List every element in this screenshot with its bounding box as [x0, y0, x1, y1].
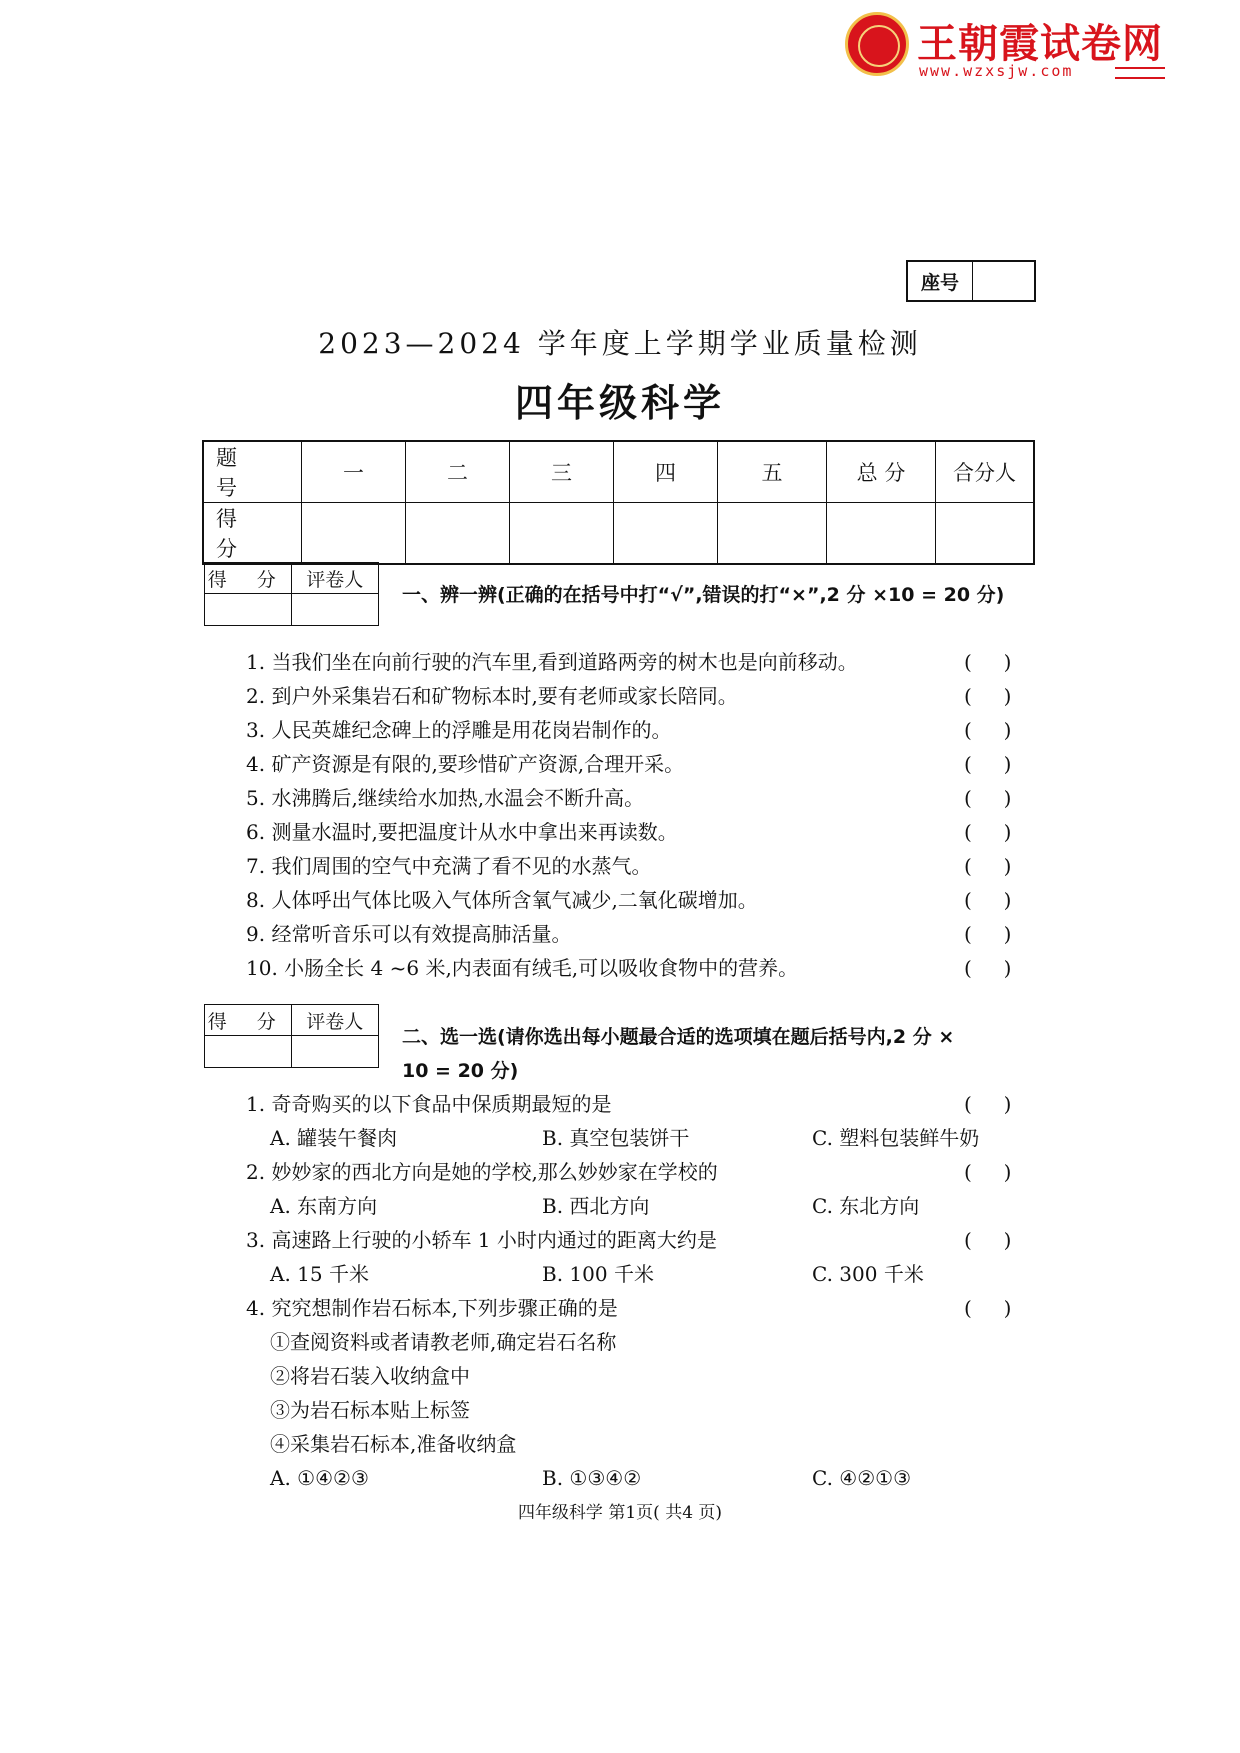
row-label: 题 号	[203, 441, 302, 503]
score-cell[interactable]	[302, 503, 406, 565]
page-footer: 四年级科学 第1页( 共4 页)	[517, 1503, 723, 1523]
option-a: A. 15 千米	[270, 1262, 369, 1286]
row-label: 得 分	[203, 503, 302, 565]
option-a: A. ①④②③	[270, 1466, 369, 1490]
col-header: 一	[302, 441, 406, 503]
score-cell[interactable]	[510, 503, 614, 565]
col-header: 总 分	[827, 441, 936, 503]
answer-parentheses[interactable]: ( )	[964, 786, 1012, 810]
option-b: B. 真空包装饼干	[542, 1126, 690, 1150]
grader-name-cell[interactable]	[292, 594, 379, 625]
grader-name-cell[interactable]	[292, 1036, 379, 1067]
grader-score-label: 得 分	[205, 1005, 292, 1036]
step-item: ③为岩石标本贴上标签	[270, 1398, 470, 1422]
answer-parentheses[interactable]: ( )	[964, 1092, 1012, 1116]
exam-title: 2023—2024 学年度上学期学业质量检测	[318, 327, 922, 360]
tf-question: 8. 人体呼出气体比吸入气体所含氧气减少,二氧化碳增加。	[246, 888, 758, 912]
grader-box-section1	[204, 562, 379, 626]
seat-label: 座号	[908, 262, 973, 300]
seat-value-field[interactable]	[973, 262, 1034, 300]
option-c: C. 塑料包装鲜牛奶	[812, 1126, 980, 1150]
mc-question: 4. 究究想制作岩石标本,下列步骤正确的是	[246, 1296, 618, 1320]
score-cell[interactable]	[718, 503, 827, 565]
grader-label: 评卷人	[292, 563, 379, 594]
tf-question: 7. 我们周围的空气中充满了看不见的水蒸气。	[246, 854, 652, 878]
section1-title: 一、辨一辨(正确的在括号中打“√”,错误的打“×”,2 分 ×10 = 20 分)	[402, 584, 1005, 606]
option-b: B. 100 千米	[542, 1262, 654, 1286]
mc-question: 1. 奇奇购买的以下食品中保质期最短的是	[246, 1092, 612, 1116]
score-cell[interactable]	[406, 503, 510, 565]
section2-title	[402, 1020, 1042, 1088]
section2-title-line1: 二、选一选(请你选出每小题最合适的选项填在题后括号内,2 分 ×	[402, 1026, 955, 1048]
tf-question: 4. 矿产资源是有限的,要珍惜矿产资源,合理开采。	[246, 752, 685, 776]
option-c: C. ④②①③	[812, 1466, 912, 1490]
step-item: ②将岩石装入收纳盒中	[270, 1364, 470, 1388]
answer-parentheses[interactable]: ( )	[964, 922, 1012, 946]
grader-score-cell[interactable]	[205, 594, 292, 625]
grader-score-label: 得 分	[205, 563, 292, 594]
answer-parentheses[interactable]: ( )	[964, 718, 1012, 742]
col-header: 四	[614, 441, 718, 503]
answer-parentheses[interactable]: ( )	[964, 650, 1012, 674]
col-header: 二	[406, 441, 510, 503]
tf-question: 5. 水沸腾后,继续给水加热,水温会不断升高。	[246, 786, 645, 810]
col-header: 五	[718, 441, 827, 503]
answer-parentheses[interactable]: ( )	[964, 820, 1012, 844]
seal-icon	[845, 12, 909, 76]
score-cell[interactable]	[614, 503, 718, 565]
option-c: C. 300 千米	[812, 1262, 924, 1286]
decor-lines	[1115, 67, 1165, 79]
answer-parentheses[interactable]: ( )	[964, 854, 1012, 878]
step-item: ①查阅资料或者请教老师,确定岩石名称	[270, 1330, 617, 1354]
answer-parentheses[interactable]: ( )	[964, 956, 1012, 980]
grader-label: 评卷人	[292, 1005, 379, 1036]
mc-question: 3. 高速路上行驶的小轿车 1 小时内通过的距离大约是	[246, 1228, 717, 1252]
mc-question: 2. 妙妙家的西北方向是她的学校,那么妙妙家在学校的	[246, 1160, 718, 1184]
logo-name: 王朝霞试卷网	[917, 21, 1163, 67]
tf-question: 3. 人民英雄纪念碑上的浮雕是用花岗岩制作的。	[246, 718, 672, 742]
tf-question: 2. 到户外采集岩石和矿物标本时,要有老师或家长陪同。	[246, 684, 738, 708]
score-cell[interactable]	[936, 503, 1035, 565]
seat-number-box	[906, 260, 1036, 302]
answer-parentheses[interactable]: ( )	[964, 1228, 1012, 1252]
tf-question: 10. 小肠全长 4 ~6 米,内表面有绒毛,可以吸收食物中的营养。	[246, 956, 799, 980]
score-table-score-row	[203, 503, 1034, 565]
grader-box-section2	[204, 1004, 379, 1068]
subject-title: 四年级科学	[514, 381, 725, 425]
grader-score-cell[interactable]	[205, 1036, 292, 1067]
score-cell[interactable]	[827, 503, 936, 565]
option-b: B. ①③④②	[542, 1466, 642, 1490]
answer-parentheses[interactable]: ( )	[964, 752, 1012, 776]
site-logo	[845, 10, 1175, 80]
logo-url: www.wzxsjw.com	[919, 62, 1074, 80]
col-header: 三	[510, 441, 614, 503]
option-b: B. 西北方向	[542, 1194, 650, 1218]
col-header: 合分人	[936, 441, 1035, 503]
score-table	[202, 440, 1035, 565]
answer-parentheses[interactable]: ( )	[964, 684, 1012, 708]
answer-parentheses[interactable]: ( )	[964, 1160, 1012, 1184]
tf-question: 9. 经常听音乐可以有效提高肺活量。	[246, 922, 572, 946]
tf-question: 6. 测量水温时,要把温度计从水中拿出来再读数。	[246, 820, 678, 844]
score-table-header-row	[203, 441, 1034, 503]
section2-title-line2: 10 = 20 分)	[402, 1060, 519, 1082]
option-a: A. 罐装午餐肉	[270, 1126, 398, 1150]
answer-parentheses[interactable]: ( )	[964, 888, 1012, 912]
option-a: A. 东南方向	[270, 1194, 378, 1218]
step-item: ④采集岩石标本,准备收纳盒	[270, 1432, 517, 1456]
option-c: C. 东北方向	[812, 1194, 920, 1218]
answer-parentheses[interactable]: ( )	[964, 1296, 1012, 1320]
tf-question: 1. 当我们坐在向前行驶的汽车里,看到道路两旁的树木也是向前移动。	[246, 650, 858, 674]
